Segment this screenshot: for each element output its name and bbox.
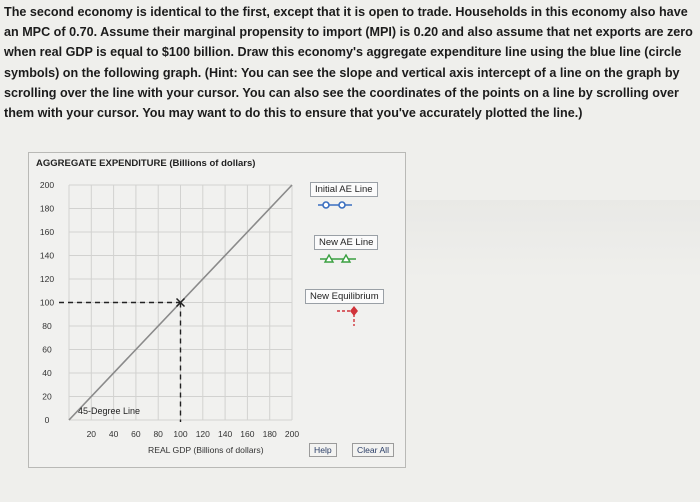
- equilibrium-guides: [59, 303, 181, 423]
- degree-line-label: 45-Degree Line: [78, 406, 141, 416]
- x-axis-label: REAL GDP (Billions of dollars): [148, 445, 264, 455]
- equilibrium-diamond-icon: [350, 306, 358, 316]
- legend-new-ae-line[interactable]: [314, 235, 378, 250]
- initial-ae-circle-icon: [323, 202, 329, 208]
- legend-new-equilibrium[interactable]: [305, 289, 384, 304]
- legend-equilibrium-label: New Equilibrium: [310, 291, 379, 302]
- help-button[interactable]: Help: [309, 443, 337, 457]
- x-tick-label: 140: [218, 429, 233, 439]
- legend-icons: [318, 202, 358, 326]
- legend-initial-ae-line[interactable]: [310, 182, 378, 197]
- x-tick-label: 20: [86, 429, 97, 439]
- x-tick-label: 120: [195, 429, 210, 439]
- new-ae-triangle-icon: [342, 255, 350, 262]
- y-tick-label: 180: [39, 203, 55, 214]
- x-tick-label: 160: [240, 429, 255, 439]
- hint-label: Hint:: [209, 65, 238, 80]
- y-tick-label: 160: [39, 227, 55, 237]
- clear-all-button[interactable]: Clear All: [352, 443, 394, 457]
- y-tick-label: 100: [39, 297, 55, 308]
- x-tick-label: 60: [131, 429, 141, 439]
- y-tick-label: 200: [39, 180, 55, 190]
- legend-initial-label: Initial AE Line: [315, 184, 373, 195]
- question-line-6: them with your cursor. You may want to do this to ensure that you've accurately plotted the line.): [4, 106, 583, 121]
- x-tick-label: 40: [108, 429, 119, 439]
- x-tick-label: 200: [284, 429, 300, 439]
- question-line-2: an MPC of 0.70. Assume their marginal propensity to import (MPI) is 0.20 and also assume that net exports are zero: [4, 25, 693, 40]
- y-tick-label: 60: [42, 344, 52, 355]
- x-tick-label: 100: [173, 429, 188, 439]
- y-tick-label: 40: [42, 368, 52, 378]
- y-tick-label: 20: [42, 391, 52, 402]
- graph-title: AGGREGATE EXPENDITURE (Billions of dollars): [36, 158, 256, 169]
- question-line-4a: symbols) on the following graph. (: [4, 65, 209, 80]
- new-ae-triangle-icon: [325, 255, 333, 262]
- initial-ae-circle-icon: [339, 202, 345, 208]
- y-axis-ticks: [40, 180, 54, 425]
- y-tick-label: 140: [39, 250, 55, 261]
- y-tick-label: 80: [42, 321, 52, 331]
- question-line-5: scrolling over the line with your cursor. You can also see the coordinates of the points on a line by scrolling over: [4, 85, 679, 100]
- y-tick-label: 120: [39, 274, 55, 284]
- legend-new-label: New AE Line: [319, 237, 374, 248]
- x-axis-ticks: [87, 429, 300, 439]
- x-tick-label: 80: [153, 429, 163, 439]
- x-tick-label: 180: [262, 429, 277, 439]
- question-line-4b: You can see the slope and vertical axis intercept of a line on the graph by: [237, 65, 680, 80]
- question-line-3: when real GDP is equal to $100 billion. Draw this economy's aggregate expenditure line using the blue line (circle: [4, 45, 682, 60]
- question-line-1: The second economy is identical to the first, except that it is open to trade. Households in this economy also have: [4, 5, 688, 19]
- y-tick-label: 0: [44, 415, 50, 425]
